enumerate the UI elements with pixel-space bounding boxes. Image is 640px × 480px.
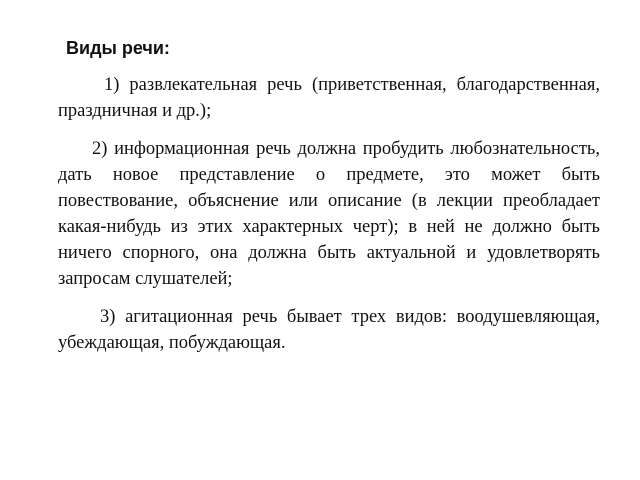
paragraph-informational-speech: 2) информационная речь должна пробудить любознательность, дать новое представление о предмете, это может быть повествование, объяснение или описание (в лекции преобладает какая-нибудь из этих характерных черт); в ней не должно быть ничего спорного, она должна быть актуальной и удовлетворять запросам слушателей; xyxy=(58,139,600,289)
paragraph-entertaining-speech: 1) развлекательная речь (приветственная, благодарственная, праздничная и др.); xyxy=(58,75,600,121)
slide-title: Виды речи: xyxy=(66,38,170,58)
paragraph-agitational-speech: 3) агитационная речь бывает трех видов: воодушевляющая, убеждающая, побуждающая. xyxy=(58,307,600,353)
